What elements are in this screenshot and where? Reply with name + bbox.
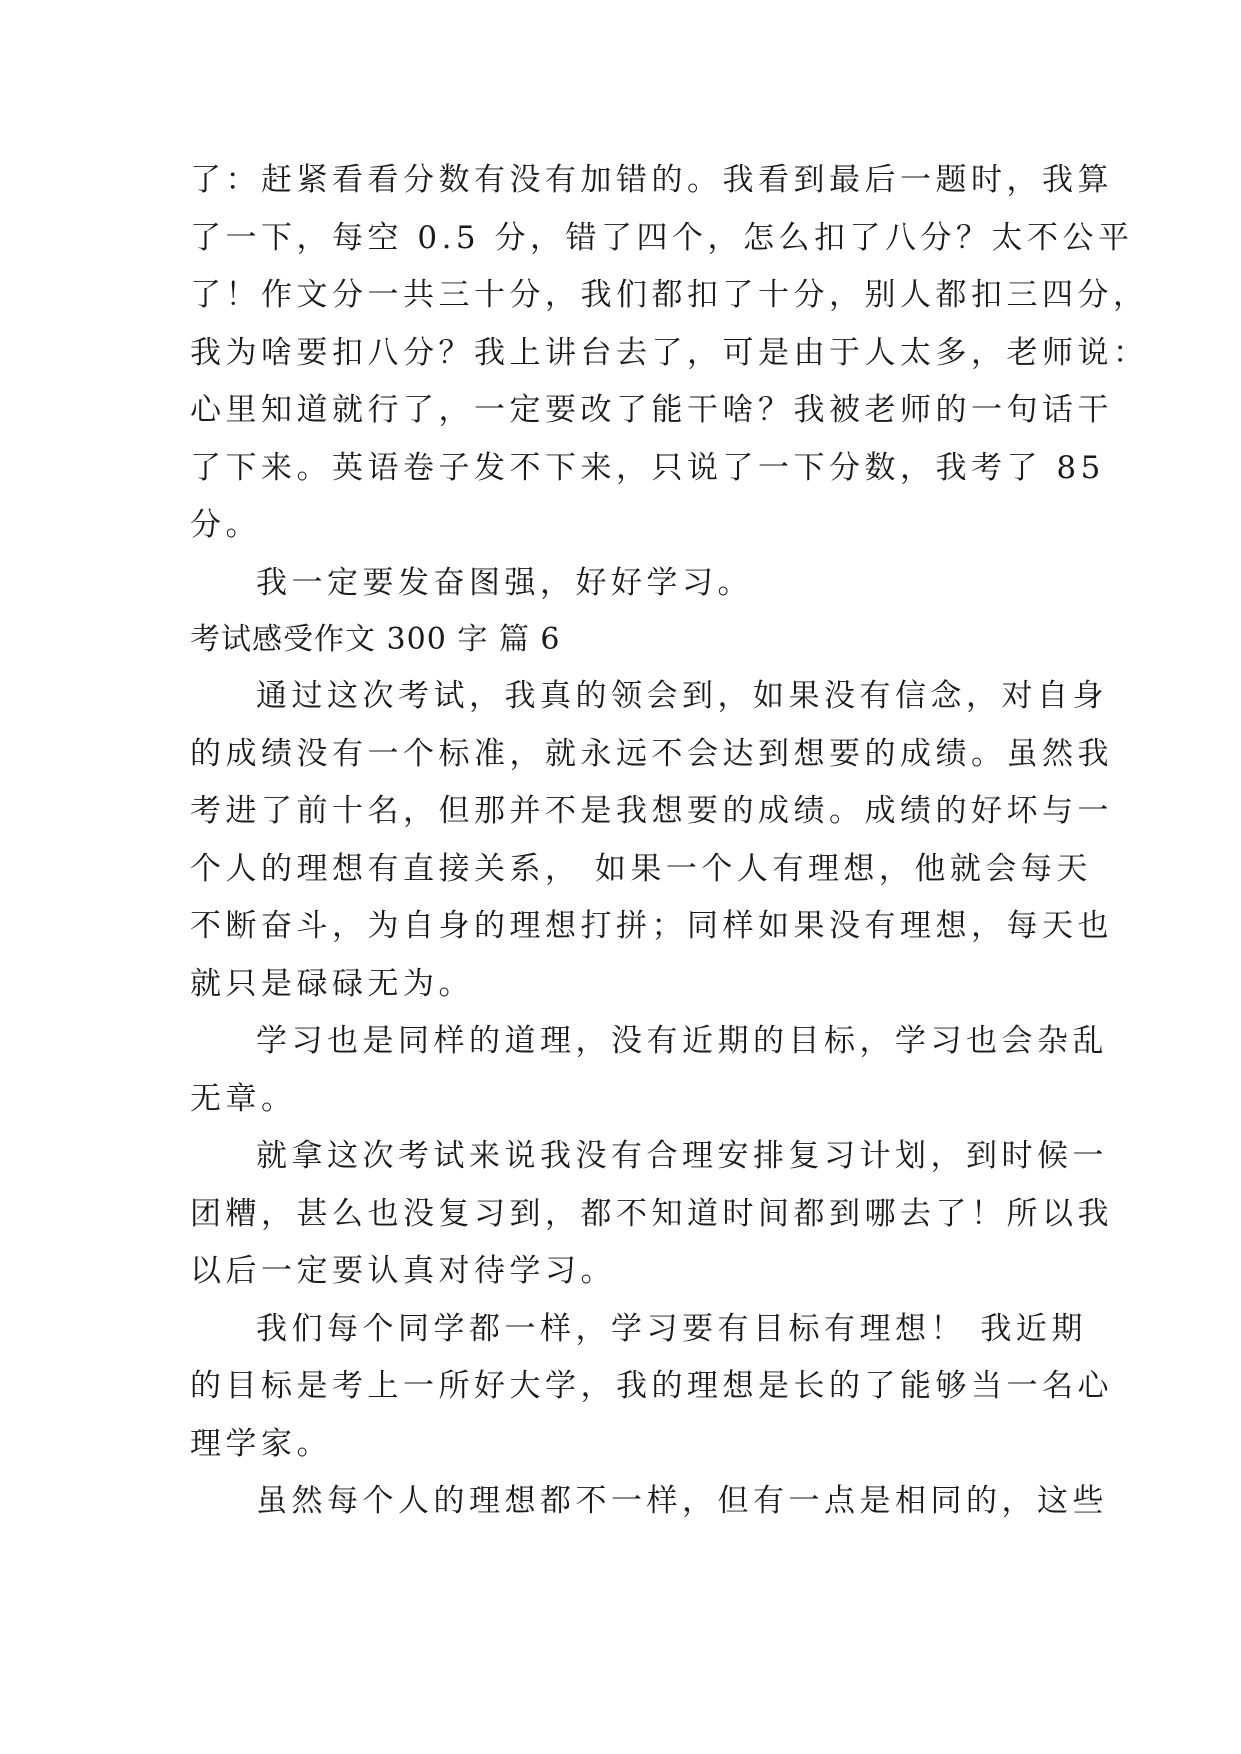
text-line: 团糟，甚么也没复习到，都不知道时间都到哪去了！所以我 <box>190 1195 1113 1232</box>
text-line: 心里知道就行了，一定要改了能干啥？我被老师的一句话干 <box>190 392 1113 428</box>
text-line: 了：赶紧看看分数有没有加错的。我看到最后一题时，我算 <box>190 162 1113 198</box>
text-line: 了一下，每空 0.5 分，错了四个，怎么扣了八分？太不公平 <box>190 219 1134 256</box>
text-line: 无章。 <box>190 1080 297 1117</box>
paragraph-first-line: 我们每个同学都一样，学习要有目标有理想！ 我近期 <box>256 1310 1087 1347</box>
text-line: 的目标是考上一所好大学，我的理想是长的了能够当一名心 <box>190 1368 1113 1404</box>
text-line: 理学家。 <box>190 1425 332 1462</box>
text-line: 个人的理想有直接关系， 如果一个人有理想，他就会每天 <box>190 850 1092 887</box>
text-line: 我为啥要扣八分？我上讲台去了，可是由于人太多，老师说： <box>190 334 1149 371</box>
paragraph-first-line: 虽然每个人的理想都不一样，但有一点是相同的，这些 <box>256 1483 1108 1519</box>
text-line: 以后一定要认真对待学习。 <box>190 1253 616 1289</box>
text-line: 了下来。英语卷子发不下来，只说了一下分数，我考了 85 <box>190 449 1105 486</box>
text-line: 不断奋斗，为自身的理想打拼；同样如果没有理想，每天也 <box>190 908 1113 944</box>
paragraph-first-line: 通过这次考试，我真的领会到，如果没有信念，对自身 <box>256 678 1108 714</box>
text-line: 的成绩没有一个标准，就永远不会达到想要的成绩。虽然我 <box>190 735 1113 772</box>
document-body <box>190 152 1149 1531</box>
text-line: 分。 <box>190 507 261 543</box>
paragraph-first-line: 我一定要发奋图强，好好学习。 <box>256 564 753 601</box>
paragraph-first-line: 就拿这次考试来说我没有合理安排复习计划，到时候一 <box>256 1138 1108 1174</box>
text-line: 考进了前十名，但那并不是我想要的成绩。成绩的好坏与一 <box>190 793 1113 829</box>
section-heading: 考试感受作文 300 字 篇 6 <box>190 622 561 657</box>
paragraph-first-line: 学习也是同样的道理，没有近期的目标，学习也会杂乱 <box>256 1023 1108 1059</box>
text-line: 了！作文分一共三十分，我们都扣了十分，别人都扣三四分， <box>190 277 1149 313</box>
text-line: 就只是碌碌无为。 <box>190 965 474 1002</box>
